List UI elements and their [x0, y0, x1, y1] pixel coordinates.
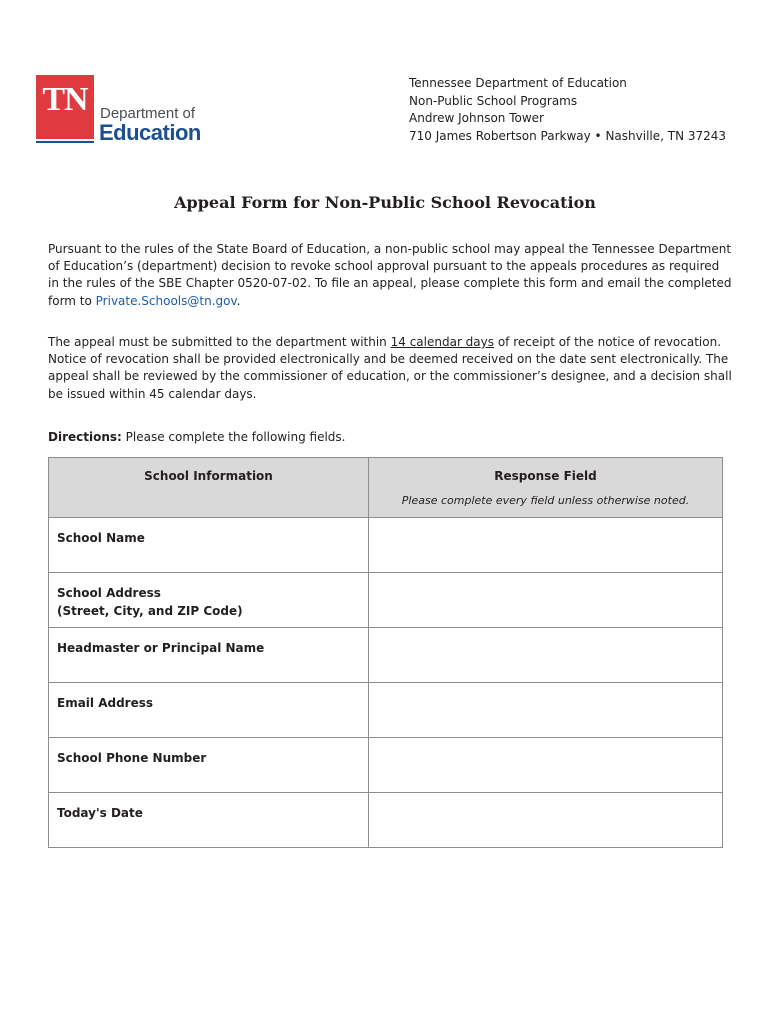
- paragraph-text: .: [236, 293, 241, 308]
- tn-education-logo: [36, 75, 206, 145]
- address-line: Non-Public School Programs: [409, 93, 578, 108]
- table-row: [49, 518, 723, 573]
- paragraph-line: in the rules of the SBE Chapter 0520-07-02. To file an appeal, please complete this form and email the completed: [48, 276, 732, 291]
- phone-number-label: [49, 738, 369, 793]
- address-line: Andrew Johnson Tower: [409, 111, 544, 125]
- paragraph-text: form to: [48, 293, 96, 308]
- table-row: [49, 683, 723, 738]
- form-title: Appeal Form for Non-Public School Revocation: [174, 193, 596, 212]
- address-line: Tennessee Department of Education: [409, 76, 627, 90]
- paragraph-line: of Education’s (department) decision to revoke school approval pursuant to the appeals procedures as required: [48, 259, 720, 274]
- department-address: [409, 75, 726, 145]
- logo-tn-text: TN: [42, 81, 88, 118]
- paragraph-line: Pursuant to the rules of the State Board of Education, a non-public school may appeal the Tennessee Department: [48, 242, 732, 256]
- row-label: School Name: [57, 531, 145, 545]
- paragraph-line: be issued within 45 calendar days.: [48, 386, 257, 401]
- directions: [48, 430, 346, 444]
- directions-text: Please complete the following fields.: [121, 430, 346, 444]
- principal-name-field[interactable]: [369, 628, 723, 683]
- school-address-label: [49, 573, 369, 628]
- logo-underline: [36, 141, 94, 143]
- table-row: [49, 793, 723, 848]
- row-label: School Phone Number: [57, 751, 207, 765]
- directions-label: Directions:: [48, 430, 122, 444]
- header-label: Response Field: [494, 469, 597, 483]
- deadline-underlined: 14 calendar days: [390, 335, 495, 349]
- intro-paragraph: [48, 241, 732, 310]
- school-address-field[interactable]: [369, 573, 723, 628]
- paragraph-text: The appeal must be submitted to the department within: [48, 335, 391, 349]
- todays-date-label: [49, 793, 369, 848]
- phone-number-field[interactable]: [369, 738, 723, 793]
- table-row: [49, 628, 723, 683]
- row-sublabel: (Street, City, and ZIP Code): [57, 604, 243, 618]
- logo-education-text: Education: [99, 120, 201, 145]
- school-info-table: [48, 457, 723, 848]
- header-note: Please complete every field unless otherwise noted.: [401, 494, 690, 507]
- header-response-field: [369, 458, 723, 518]
- school-name-field[interactable]: [369, 518, 723, 573]
- header-school-information: [49, 458, 369, 518]
- todays-date-field[interactable]: [369, 793, 723, 848]
- header-label: School Information: [144, 469, 273, 483]
- row-label: School Address: [57, 586, 161, 600]
- paragraph-text: of receipt of the notice of revocation.: [494, 335, 722, 349]
- logo-department-text: Department of: [100, 105, 196, 122]
- table-row: [49, 738, 723, 793]
- paragraph-line: Notice of revocation shall be provided electronically and be deemed received on the date sent electronically. The: [48, 352, 729, 367]
- paragraph-line: [48, 293, 728, 310]
- row-label: Email Address: [57, 696, 154, 710]
- deadline-paragraph: [48, 334, 732, 403]
- address-line: 710 James Robertson Parkway • Nashville, TN 37243: [409, 128, 727, 143]
- principal-name-label: [49, 628, 369, 683]
- paragraph-line: [48, 334, 728, 351]
- email-address-label: [49, 683, 369, 738]
- email-address-field[interactable]: [369, 683, 723, 738]
- paragraph-line: appeal shall be reviewed by the commissioner of education, or the commissioner’s designee, and a decision shall: [48, 369, 732, 384]
- row-label: Today's Date: [57, 806, 143, 820]
- table-header-row: [49, 458, 723, 518]
- row-label: Headmaster or Principal Name: [57, 641, 265, 655]
- table-row: [49, 573, 723, 628]
- email-link[interactable]: Private.Schools@tn.gov: [95, 293, 237, 308]
- school-name-label: [49, 518, 369, 573]
